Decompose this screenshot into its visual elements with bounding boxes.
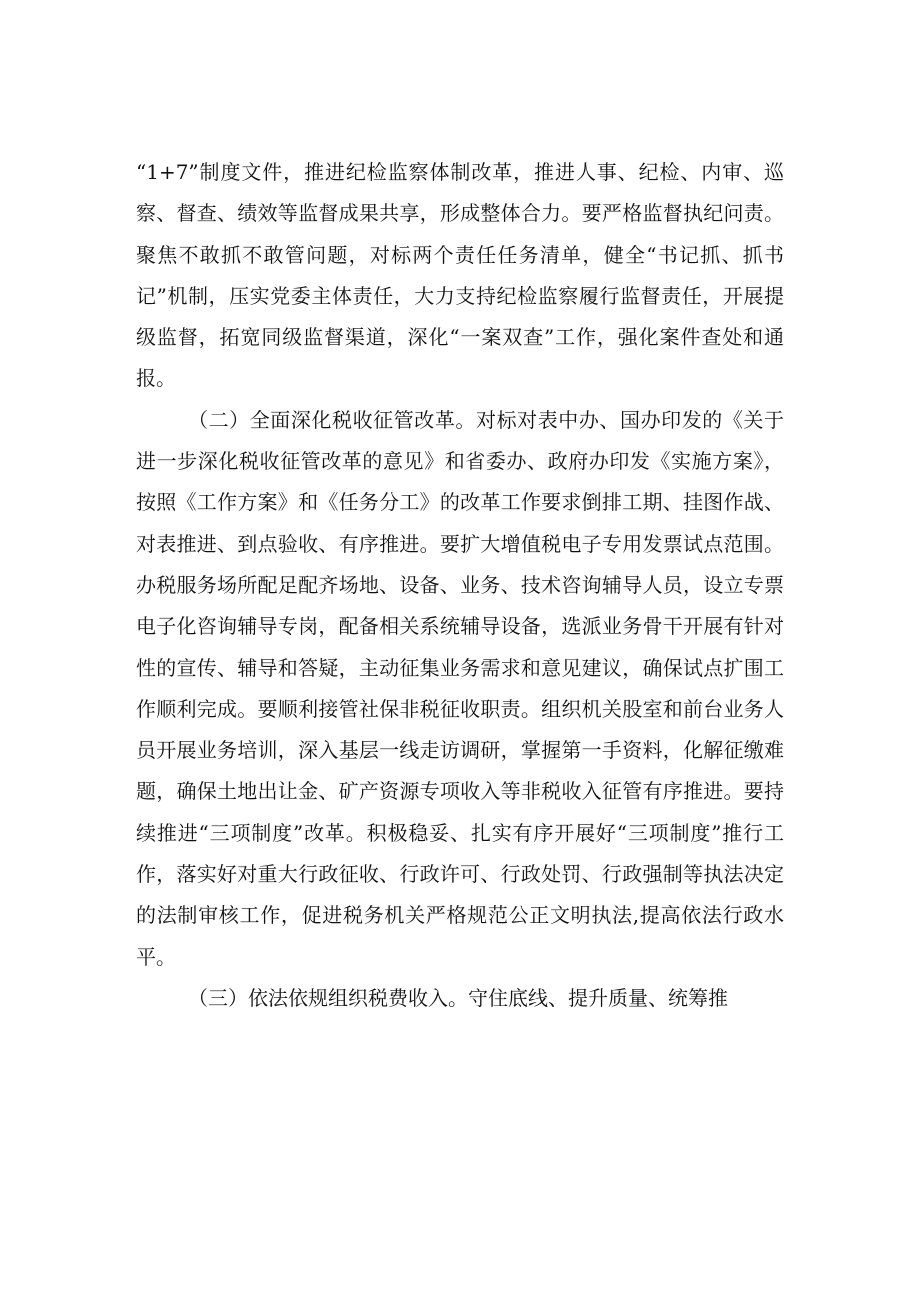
paragraph-3: （三）依法依规组织税费收入。守住底线、提升质量、统筹推 — [188, 985, 728, 1010]
paragraph-2: （二）全面深化税收征管改革。对标对表中办、国办印发的《关于进一步深化税收征管改革的意见》和省委办、政府办印发《实施方案》，按照《工作方案》和《任务分工》的改革工作要求倒排工期、挂图作战、对表推进、到点验收、有序推进。要扩大增值税电子专用发票试点范围。办税服务场所配足配齐场地、设备、业务、技术咨询辅导人员，设立专票电子化咨询辅导专岗，配备相关系统辅导设备，选派业务骨干开展有针对性的宣传、辅导和答疑，主动征集业务需求和意见建议，确保试点扩围工作顺利完成。要顺利接管社保非税征收职责。组织机关股室和前台业务人员开展业务培训，深入基层一线走访调研，掌握第一手资料，化解征缴难题，确保土地出让金、矿产资源专项收入等非税收入征管有序推进。要持续推进“三项制度”改革。积极稳妥、扎实有序开展好“三项制度”推行工作，落实好对重大行政征收、行政许可、行政处罚、行政强制等执法决定的法制审核工作，促进税务机关严格规范公正文明执法,提高依法行政水平。 — [136, 407, 784, 969]
document-body — [136, 152, 784, 1019]
paragraph-1: “1+7”制度文件，推进纪检监察体制改革，推进人事、纪检、内审、巡察、督查、绩效等监督成果共享，形成整体合力。要严格监督执纪问责。聚焦不敢抓不敢管问题，对标两个责任任务清单，健全“书记抓、抓书记”机制，压实党委主体责任，大力支持纪检监察履行监督责任，开展提级监督，拓宽同级监督渠道，深化“一案双查”工作，强化案件查处和通报。 — [136, 160, 784, 391]
